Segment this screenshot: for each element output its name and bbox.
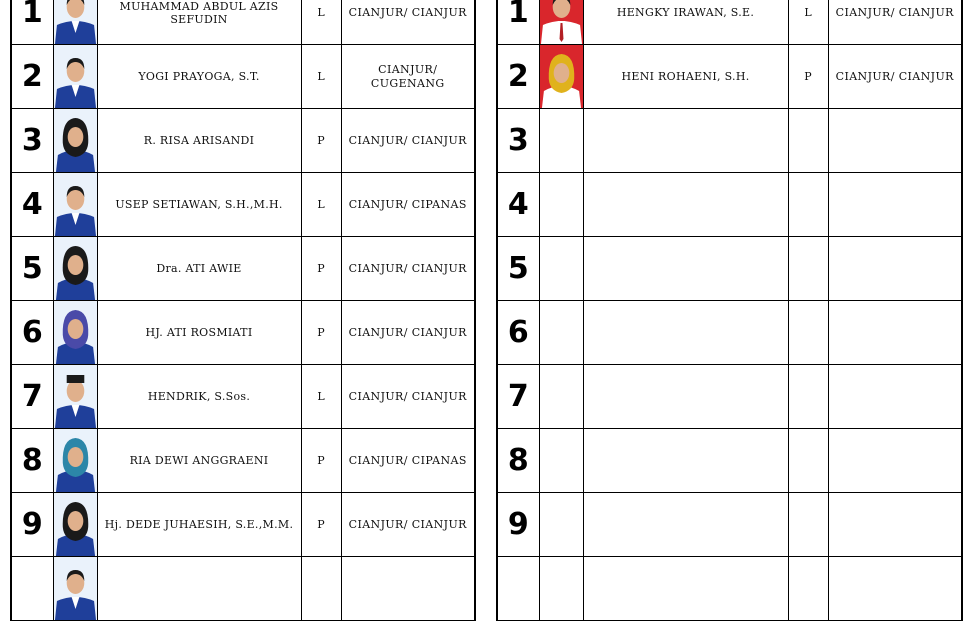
candidate-gender: [788, 429, 828, 493]
candidate-name: [583, 557, 788, 621]
candidate-photo: [54, 429, 97, 492]
candidate-name: YOGI PRAYOGA, S.T.: [97, 45, 301, 109]
candidate-name: R. RISA ARISANDI: [97, 109, 301, 173]
candidate-domicile: CIANJUR/ CIANJUR: [828, 0, 962, 45]
candidate-number: 2: [497, 45, 539, 109]
candidate-gender: L: [301, 173, 341, 237]
candidate-name: Dra. ATI AWIE: [97, 237, 301, 301]
candidate-photo-cell: [539, 173, 583, 237]
candidate-gender: [788, 365, 828, 429]
candidate-gender: P: [301, 237, 341, 301]
candidate-row: [497, 557, 962, 621]
candidate-row: [11, 173, 475, 237]
candidate-photo-cell: [539, 493, 583, 557]
candidate-row: [497, 429, 962, 493]
candidate-domicile: CIANJUR/ CIANJUR: [341, 493, 475, 557]
candidate-gender: L: [788, 0, 828, 45]
candidate-domicile: [828, 365, 962, 429]
candidate-gender: [788, 493, 828, 557]
candidate-photo-cell: [539, 237, 583, 301]
candidate-number: 5: [497, 237, 539, 301]
candidate-domicile: [828, 237, 962, 301]
candidate-name: USEP SETIAWAN, S.H.,M.H.: [97, 173, 301, 237]
candidate-domicile: CIANJUR/ CIANJUR: [341, 0, 475, 45]
candidate-name: HENDRIK, S.Sos.: [97, 365, 301, 429]
candidate-row: [11, 237, 475, 301]
candidate-gender: P: [301, 493, 341, 557]
candidate-number: 4: [11, 173, 53, 237]
candidate-photo: [540, 0, 583, 44]
candidate-photo: [54, 237, 97, 300]
candidate-row: [497, 173, 962, 237]
candidate-name: [583, 429, 788, 493]
candidate-number: 2: [11, 45, 53, 109]
candidate-gender: P: [301, 429, 341, 493]
candidate-name: [583, 173, 788, 237]
candidate-number: 9: [11, 493, 53, 557]
candidate-gender: L: [301, 45, 341, 109]
candidate-photo-cell: [53, 493, 97, 557]
candidate-photo-cell: [53, 557, 97, 621]
candidate-number: 6: [11, 301, 53, 365]
candidate-photo: [54, 365, 97, 428]
candidate-row: [497, 0, 962, 45]
candidate-gender: [788, 301, 828, 365]
candidate-name: HJ. ATI ROSMIATI: [97, 301, 301, 365]
candidate-photo-cell: [539, 557, 583, 621]
candidate-photo-cell: [53, 429, 97, 493]
candidate-gender: P: [788, 45, 828, 109]
candidate-photo-cell: [539, 429, 583, 493]
candidate-number: 7: [11, 365, 53, 429]
candidate-photo-cell: [539, 0, 583, 45]
candidate-gender: [301, 557, 341, 621]
candidate-gender: P: [301, 109, 341, 173]
candidate-photo: [54, 173, 97, 236]
candidate-photo-cell: [53, 237, 97, 301]
candidate-domicile: CIANJUR/ CIANJUR: [828, 45, 962, 109]
candidate-gender: L: [301, 0, 341, 45]
candidate-domicile: [828, 301, 962, 365]
candidate-number: 4: [497, 173, 539, 237]
candidate-photo: [54, 557, 97, 620]
candidate-photo-cell: [53, 365, 97, 429]
candidate-photo-cell: [53, 45, 97, 109]
candidate-number: 6: [497, 301, 539, 365]
candidate-row: [497, 365, 962, 429]
candidate-photo-cell: [53, 173, 97, 237]
candidate-photo-cell: [539, 365, 583, 429]
candidate-name: [583, 493, 788, 557]
candidate-gender: [788, 109, 828, 173]
left-candidate-table: [10, 0, 476, 621]
candidate-name: [583, 237, 788, 301]
candidate-row: [11, 0, 475, 45]
candidate-row: [497, 493, 962, 557]
candidate-number: 3: [11, 109, 53, 173]
candidate-domicile: [828, 429, 962, 493]
candidate-photo: [54, 493, 97, 556]
candidate-gender: [788, 173, 828, 237]
candidate-row: [11, 365, 475, 429]
candidate-name: [583, 301, 788, 365]
candidate-row: [497, 109, 962, 173]
candidate-number: 7: [497, 365, 539, 429]
candidate-domicile: CIANJUR/ CIANJUR: [341, 365, 475, 429]
candidate-number: 1: [11, 0, 53, 45]
candidate-photo: [54, 109, 97, 172]
candidate-photo: [54, 0, 97, 44]
candidate-row: [11, 429, 475, 493]
candidate-number: 5: [11, 237, 53, 301]
candidate-photo: [54, 45, 97, 108]
candidate-name: RIA DEWI ANGGRAENI: [97, 429, 301, 493]
candidate-gender: P: [301, 301, 341, 365]
candidate-photo-cell: [539, 45, 583, 109]
candidate-photo-cell: [53, 109, 97, 173]
candidate-domicile: [828, 493, 962, 557]
candidate-row: [11, 109, 475, 173]
candidate-photo: [540, 45, 583, 108]
candidate-number: [11, 557, 53, 621]
candidate-number: 8: [497, 429, 539, 493]
candidate-domicile: CIANJUR/ CIANJUR: [341, 109, 475, 173]
candidate-domicile: CIANJUR/ CIPANAS: [341, 173, 475, 237]
candidate-row: [11, 45, 475, 109]
candidate-row: [11, 493, 475, 557]
candidate-domicile: [828, 557, 962, 621]
candidate-domicile: [828, 173, 962, 237]
right-candidate-table: [496, 0, 963, 621]
candidate-number: 9: [497, 493, 539, 557]
candidate-name: [583, 365, 788, 429]
candidate-name: Hj. DEDE JUHAESIH, S.E.,M.M.: [97, 493, 301, 557]
candidate-domicile: [341, 557, 475, 621]
candidate-gender: [788, 237, 828, 301]
candidate-name: HENGKY IRAWAN, S.E.: [583, 0, 788, 45]
candidate-name: [97, 557, 301, 621]
candidate-photo-cell: [53, 301, 97, 365]
candidate-gender: L: [301, 365, 341, 429]
candidate-number: 8: [11, 429, 53, 493]
candidate-row: [497, 301, 962, 365]
candidate-domicile: CIANJUR/ CIANJUR: [341, 301, 475, 365]
candidate-photo-cell: [53, 0, 97, 45]
candidate-row: [497, 45, 962, 109]
candidate-row: [497, 237, 962, 301]
candidate-photo-cell: [539, 109, 583, 173]
candidate-row: [11, 557, 475, 621]
candidate-domicile: CIANJUR/ CIPANAS: [341, 429, 475, 493]
candidate-name: MUHAMMAD ABDUL AZIS SEFUDIN: [97, 0, 301, 45]
candidate-photo-cell: [539, 301, 583, 365]
candidate-photo: [54, 301, 97, 364]
candidate-domicile: [828, 109, 962, 173]
candidate-number: 3: [497, 109, 539, 173]
candidate-name: [583, 109, 788, 173]
candidate-row: [11, 301, 475, 365]
candidate-gender: [788, 557, 828, 621]
candidate-name: HENI ROHAENI, S.H.: [583, 45, 788, 109]
candidate-domicile: CIANJUR/ CUGENANG: [341, 45, 475, 109]
candidate-number: [497, 557, 539, 621]
candidate-number: 1: [497, 0, 539, 45]
candidate-domicile: CIANJUR/ CIANJUR: [341, 237, 475, 301]
